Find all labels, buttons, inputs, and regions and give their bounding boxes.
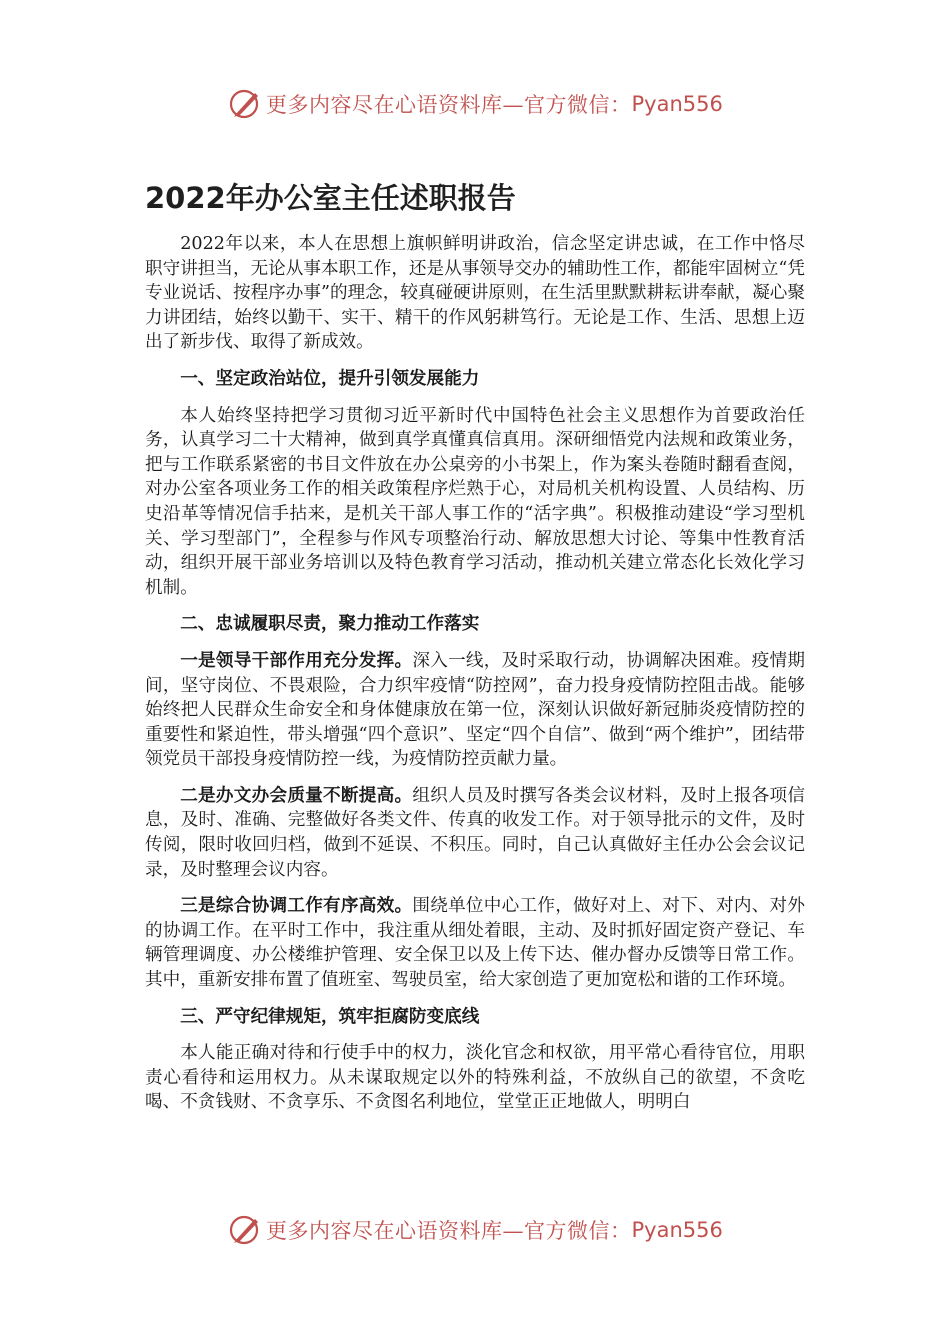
footer-banner	[228, 1212, 723, 1248]
pen-quill-logo-icon	[228, 1213, 262, 1247]
section-2-item-2	[145, 784, 805, 882]
section-2-item-3	[145, 894, 805, 992]
header-banner	[228, 86, 723, 122]
section-2-heading: 二、忠诚履职尽责，聚力推动工作落实	[180, 613, 480, 635]
item-2-body: 组织人员及时撰写各类会议材料，及时上报各项信息，及时、准确、完整做好各类文件、传真的收发工作。对于领导批示的文件，及时传阅，限时收回归档，做到不延误、不积压。同时，自己认真做好主任办公会会议记录，及时整理会议内容。	[145, 785, 805, 880]
item-3-lead: 三是综合协调工作有序高效。	[180, 895, 413, 917]
item-1-lead: 一是领导干部作用充分发挥。	[180, 649, 413, 671]
section-2-item-1	[145, 649, 805, 772]
item-1-body: 深入一线，及时采取行动，协调解决困难。疫情期间，坚守岗位、不畏艰险，合力织牢疫情“防控网”，奋力投身疫情防控阻击战。能够始终把人民群众生命安全和身体健康放在第一位，深刻认识做好新冠肺炎疫情防控的重要性和紧迫性，带头增强“四个意识”、坚定“四个自信”、做到“两个维护”，团结带领党员干部投身疫情防控一线，为疫情防控贡献力量。	[145, 650, 805, 770]
section-3-paragraph: 本人能正确对待和行使手中的权力，淡化官念和权欲，用平常心看待官位，用职责心看待和运用权力。从未谋取规定以外的特殊利益，不放纵自己的欲望，不贪吃喝、不贪钱财、不贪享乐、不贪图名利地位，堂堂正正地做人，明明白	[145, 1043, 805, 1113]
banner-wechat-id: Pyan556	[631, 1218, 723, 1242]
section-1-heading: 一、坚定政治站位，提升引领发展能力	[180, 367, 480, 389]
section-3-heading: 三、严守纪律规矩，筑牢拒腐防变底线	[180, 1005, 480, 1027]
pen-quill-logo-icon	[228, 87, 262, 121]
intro-paragraph: 2022年以来，本人在思想上旗帜鲜明讲政治，信念坚定讲忠诚，在工作中恪尽职守讲担当，无论从事本职工作，还是从事领导交办的辅助性工作，都能牢固树立“凭专业说话、按程序办事”的理念，较真碰硬讲原则，在生活里默默耕耘讲奉献，凝心聚力讲团结，始终以勤干、实干、精干的作风躬耕笃行。无论是工作、生活、思想上迈出了新步伐、取得了新成效。	[145, 234, 805, 353]
document-title: 2022年办公室主任述职报告	[145, 181, 516, 215]
banner-wechat-id: Pyan556	[631, 92, 723, 116]
document-body	[145, 232, 805, 1127]
section-1-paragraph: 本人始终坚持把学习贯彻习近平新时代中国特色社会主义思想作为首要政治任务，认真学习二十大精神，做到真学真懂真信真用。深研细悟党内法规和政策业务，把与工作联系紧密的书目文件放在办公桌旁的小书架上，作为案头卷随时翻看查阅，对办公室各项业务工作的相关政策程序烂熟于心，对局机关机构设置、人员结构、历史沿革等情况信手拈来，是机关干部人事工作的“活字典”。积极推动建设“学习型机关、学习型部门”，全程参与作风专项整治行动、解放思想大讨论、等集中性教育活动，组织开展干部业务培训以及特色教育学习活动，推动机关建立常态化长效化学习机制。	[145, 405, 805, 598]
item-2-lead: 二是办文办会质量不断提高。	[180, 784, 413, 806]
item-3-body: 围绕单位中心工作，做好对上、对下、对内、对外的协调工作。在平时工作中，我注重从细处着眼，主动、及时抓好固定资产登记、车辆管理调度、办公楼维护管理、安全保卫以及上传下达、催办督办反馈等日常工作。其中，重新安排布置了值班室、驾驶员室，给大家创造了更加宽松和谐的工作环境。	[145, 896, 805, 991]
banner-text: 更多内容尽在心语资料库—官方微信：	[266, 1219, 632, 1243]
banner-text: 更多内容尽在心语资料库—官方微信：	[266, 93, 632, 117]
